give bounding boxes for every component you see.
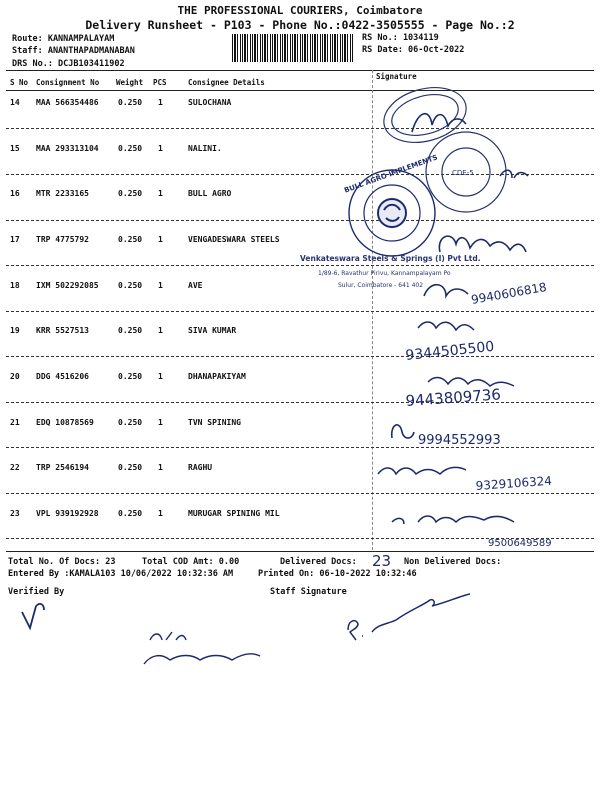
handwritten-phone-23: 9500649589	[488, 538, 552, 549]
venkateswara-stamp-name: Venkateswara Steels & Springs (I) Pvt Ltd.	[300, 254, 481, 263]
receiver-signature	[144, 654, 260, 664]
row-weight: 0.250	[118, 281, 143, 290]
row-sno: 19	[10, 326, 20, 335]
row-sno: 16	[10, 189, 20, 198]
signature-row19	[418, 322, 474, 330]
entered-by: Entered By :KAMALA103 10/06/2022 10:32:36 AM	[8, 569, 234, 579]
staff-signature-label: Staff Signature	[270, 587, 347, 597]
row-consignment: DDG 4516206	[36, 372, 89, 381]
company-title: THE PROFESSIONAL COURIERS, Coimbatore	[177, 4, 423, 17]
verified-by-signature	[22, 604, 44, 628]
drs-label: DRS No.: DCJB103411902	[12, 59, 125, 69]
row-weight: 0.250	[118, 98, 143, 107]
col-weight: Weight	[116, 78, 144, 87]
verified-by-label: Verified By	[8, 587, 65, 597]
row-consignment: IXM 502292085	[36, 281, 99, 290]
row-consignment: EDQ 10878569	[36, 418, 94, 427]
signature-row20	[428, 378, 514, 386]
col-pcs: PCS	[153, 78, 167, 87]
venkateswara-stamp-addr2: Sulur, Coimbatore - 641 402	[338, 282, 424, 289]
handwritten-phone-22: 9329106324	[475, 473, 553, 493]
handwritten-phone-20: 9443809736	[405, 385, 502, 410]
receiver-name-signature	[150, 632, 186, 640]
col-sno: S No	[10, 78, 29, 87]
row-sno: 15	[10, 144, 20, 153]
handwritten-phone-19: 9344505500	[404, 338, 496, 364]
row-consignment: MAA 293313104	[36, 144, 99, 153]
signature-row17	[439, 236, 526, 252]
non-delivered-docs-label: Non Delivered Docs:	[404, 557, 502, 567]
row-details: BULL AGRO	[188, 189, 232, 198]
row-details: TVN SPINING	[188, 418, 241, 427]
row-pcs: 1	[158, 509, 163, 518]
row-sno: 20	[10, 372, 20, 381]
row-details: SIVA KUMAR	[188, 326, 237, 335]
row-weight: 0.250	[118, 144, 143, 153]
rs-date-label: RS Date: 06-Oct-2022	[362, 45, 465, 55]
signature-row18	[424, 285, 468, 296]
signature-row21	[392, 425, 414, 438]
handwritten-phone-18: 9940606818	[470, 279, 548, 307]
col-consignment: Consignment No	[36, 78, 100, 87]
row-consignment: TRP 2546194	[36, 463, 89, 472]
col-details: Consignee Details	[188, 78, 265, 87]
row-consignment: TRP 4775792	[36, 235, 89, 244]
row-weight: 0.250	[118, 463, 143, 472]
row-weight: 0.250	[118, 326, 143, 335]
row-pcs: 1	[158, 372, 163, 381]
row-weight: 0.250	[118, 418, 143, 427]
col-signature: Signature	[376, 72, 417, 81]
signature-row15	[500, 170, 528, 178]
signature-row22	[378, 467, 466, 474]
row-pcs: 1	[158, 463, 163, 472]
row-consignment: MTR 2233165	[36, 189, 89, 198]
bull-agro-ring-text: BULL AGRO IMPLEMENTS	[343, 153, 439, 195]
rs-no-label: RS No.: 1034119	[362, 33, 439, 43]
row-consignment: VPL 939192928	[36, 509, 99, 518]
row-pcs: 1	[158, 189, 163, 198]
row-details: RAGHU	[188, 463, 213, 472]
row-sno: 14	[10, 98, 20, 107]
row-pcs: 1	[158, 281, 163, 290]
handwritten-phone-21: 9994552993	[418, 433, 501, 448]
row-consignment: MAA 566354486	[36, 98, 99, 107]
signature-row14	[412, 114, 466, 132]
staff-label: Staff: ANANTHAPADMANABAN	[12, 46, 135, 56]
row-weight: 0.250	[118, 509, 143, 518]
venkateswara-stamp-addr1: 1/89-6, Ravathur Pirivu, Kannampalayam Po	[318, 270, 451, 277]
row-details: VENGADESWARA STEELS	[188, 235, 280, 244]
row-pcs: 1	[158, 98, 163, 107]
row-sno: 17	[10, 235, 20, 244]
row-pcs: 1	[158, 326, 163, 335]
row-consignment: KRR 5527513	[36, 326, 89, 335]
row-details: AVE	[188, 281, 203, 290]
cde-stamp-text: CDE-5	[452, 169, 474, 177]
row-details: SULOCHANA	[188, 98, 232, 107]
security-stamp	[378, 79, 473, 151]
row-details: MURUGAR SPINING MIL	[188, 509, 280, 518]
total-docs: Total No. Of Docs: 23	[8, 557, 116, 567]
staff-signature	[348, 594, 470, 640]
footer-rule	[6, 551, 594, 552]
runsheet-title: Delivery Runsheet - P103 - Phone No.:0422-3505555 - Page No.:2	[85, 18, 515, 32]
route-label: Route: KANNAMPALAYAM	[12, 34, 115, 44]
signature-row23	[392, 516, 514, 524]
handwritten-delivered-count: 23	[372, 552, 392, 570]
row-sno: 22	[10, 463, 20, 472]
row-weight: 0.250	[118, 235, 143, 244]
row-details: DHANAPAKIYAM	[188, 372, 246, 381]
row-weight: 0.250	[118, 189, 143, 198]
row-pcs: 1	[158, 144, 163, 153]
row-sno: 23	[10, 509, 20, 518]
row-weight: 0.250	[118, 372, 143, 381]
row-pcs: 1	[158, 235, 163, 244]
row-pcs: 1	[158, 418, 163, 427]
total-cod: Total COD Amt: 0.00	[142, 557, 240, 567]
row-sno: 21	[10, 418, 20, 427]
row-sno: 18	[10, 281, 20, 290]
printed-on: Printed On: 06-10-2022 10:32:46	[258, 569, 417, 579]
row-details: NALINI.	[188, 144, 222, 153]
delivered-docs-label: Delivered Docs:	[280, 557, 357, 567]
